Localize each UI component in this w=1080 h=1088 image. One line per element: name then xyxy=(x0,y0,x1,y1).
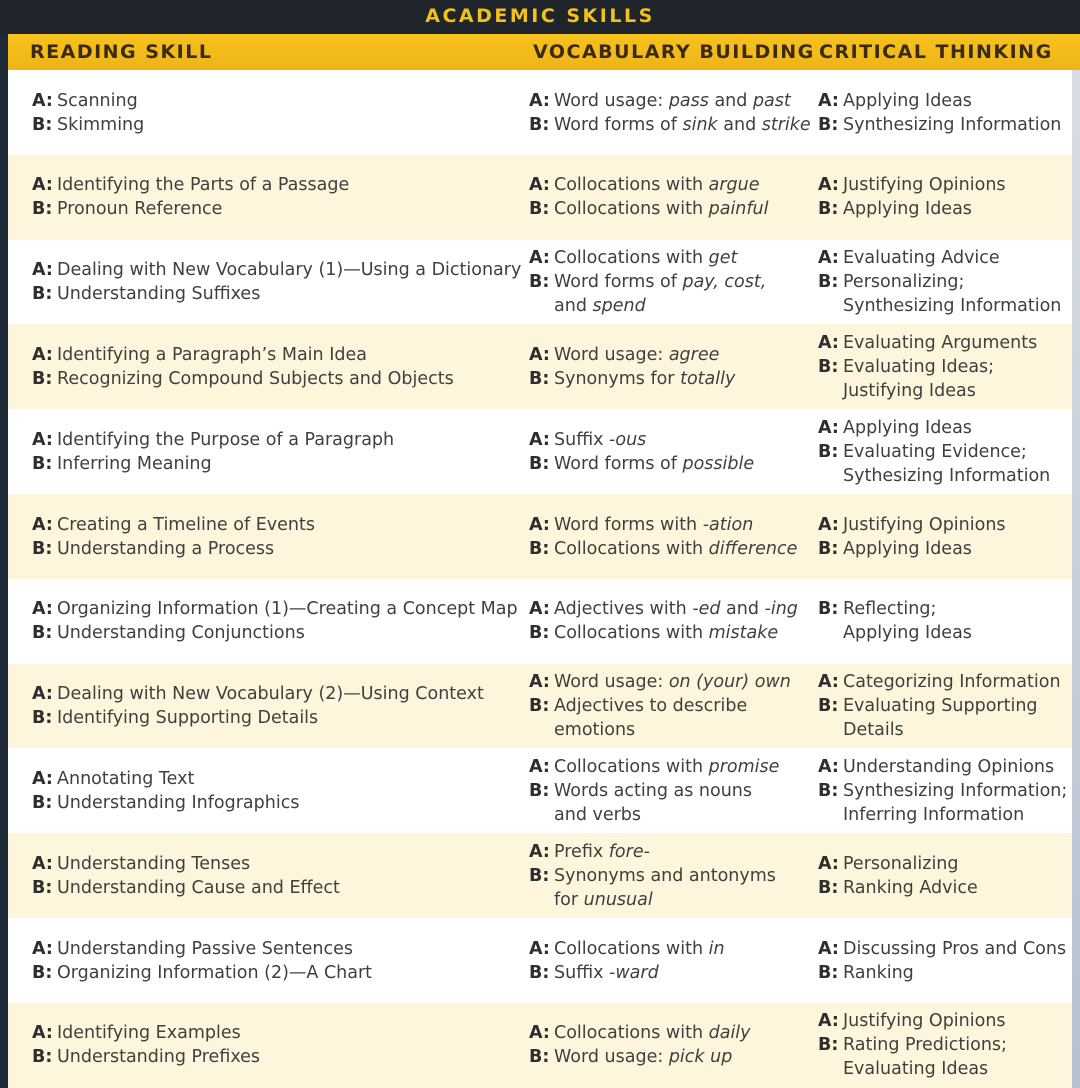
cell-reading xyxy=(32,1003,522,1088)
skill-text: Word forms of pay, cost, xyxy=(554,272,767,293)
item-letter: B: xyxy=(818,114,839,135)
skill-line xyxy=(32,513,522,537)
skill-text: Identifying Examples xyxy=(57,1023,241,1044)
item-letter: B: xyxy=(32,1047,53,1068)
skill-line xyxy=(818,1033,1068,1057)
skill-text: Synonyms for totally xyxy=(554,368,736,389)
skill-text: Evaluating Evidence; xyxy=(843,441,1027,462)
cell-vocab xyxy=(529,664,814,749)
item-letter: A: xyxy=(818,332,839,353)
skill-text: Word forms with -ation xyxy=(554,514,754,535)
item-letter: B: xyxy=(32,453,53,474)
skill-text: Dealing with New Vocabulary (1)—Using a Dictionary xyxy=(57,260,522,281)
skill-text: Organizing Information (1)—Creating a Concept Map xyxy=(57,599,518,620)
table-row xyxy=(8,324,1072,409)
skill-text: Scanning xyxy=(57,90,138,111)
item-letter: A: xyxy=(818,938,839,959)
skill-line xyxy=(529,173,814,197)
skill-line xyxy=(32,621,522,645)
table-row xyxy=(8,833,1072,918)
skill-text: Ranking xyxy=(843,962,914,983)
cell-critical xyxy=(818,240,1068,325)
table-row xyxy=(8,748,1072,833)
item-letter: A: xyxy=(32,684,53,705)
skill-text: Discussing Pros and Cons xyxy=(843,938,1067,959)
table-row xyxy=(8,240,1072,325)
skill-text: Creating a Timeline of Events xyxy=(57,514,315,535)
item-letter: A: xyxy=(32,514,53,535)
table-row xyxy=(8,664,1072,749)
skill-text: Details xyxy=(843,720,904,741)
skill-text: Evaluating Ideas xyxy=(843,1059,989,1080)
item-letter: B: xyxy=(529,696,550,717)
skill-line xyxy=(529,537,814,561)
skill-text: for unusual xyxy=(554,889,653,910)
item-letter: B: xyxy=(529,962,550,983)
section-banner xyxy=(0,0,1080,34)
skill-text: Recognizing Compound Subjects and Objects xyxy=(57,368,454,389)
skill-line xyxy=(818,173,1068,197)
skill-text: Word usage: on (your) own xyxy=(554,672,791,693)
skill-line xyxy=(818,779,1068,803)
cell-critical xyxy=(818,748,1068,833)
skill-line xyxy=(32,791,522,815)
column-header-reading-skill: READING SKILL xyxy=(30,41,213,63)
skill-text: Prefix fore- xyxy=(554,841,650,862)
cell-reading xyxy=(32,155,522,240)
skill-text: Collocations with mistake xyxy=(554,623,779,644)
skill-text: Reflecting; xyxy=(843,599,937,620)
skill-text: Understanding Infographics xyxy=(57,792,300,813)
skill-line xyxy=(529,428,814,452)
skill-text: Collocations with difference xyxy=(554,538,798,559)
skill-text: emotions xyxy=(554,720,636,741)
cell-reading xyxy=(32,748,522,833)
skill-line xyxy=(529,1021,814,1045)
item-letter: A: xyxy=(529,514,550,535)
skill-line xyxy=(818,197,1068,221)
section-title: ACADEMIC SKILLS xyxy=(425,5,655,27)
skill-line xyxy=(818,440,1068,464)
skill-text: Identifying the Parts of a Passage xyxy=(57,175,350,196)
item-letter: A: xyxy=(32,260,53,281)
skill-line xyxy=(32,89,522,113)
skill-line xyxy=(529,343,814,367)
skill-line xyxy=(32,961,522,985)
skill-text: Personalizing xyxy=(843,853,959,874)
item-letter: A: xyxy=(818,672,839,693)
cell-vocab xyxy=(529,409,814,494)
skill-line xyxy=(32,852,522,876)
skill-text: Identifying the Purpose of a Paragraph xyxy=(57,429,395,450)
skill-text: Justifying Opinions xyxy=(843,1011,1006,1032)
item-letter: A: xyxy=(529,841,550,862)
skill-text: Organizing Information (2)—A Chart xyxy=(57,962,373,983)
skill-line xyxy=(818,416,1068,440)
skill-line xyxy=(818,803,1068,827)
item-letter: A: xyxy=(32,853,53,874)
skill-text: and verbs xyxy=(554,804,642,825)
item-letter: B: xyxy=(529,865,550,886)
item-letter: A: xyxy=(818,756,839,777)
skill-text: Rating Predictions; xyxy=(843,1035,1007,1056)
skill-line xyxy=(529,779,814,803)
cell-reading xyxy=(32,324,522,409)
skill-text: Synthesizing Information xyxy=(843,114,1062,135)
cell-vocab xyxy=(529,70,814,155)
skill-text: Inferring Information xyxy=(843,804,1025,825)
skill-text: Understanding a Process xyxy=(57,538,275,559)
column-header-bar xyxy=(8,34,1080,70)
skill-text: Ranking Advice xyxy=(843,877,978,898)
skill-line xyxy=(32,1045,522,1069)
skill-line xyxy=(818,621,1068,645)
item-letter: B: xyxy=(32,199,53,220)
item-letter: B: xyxy=(32,877,53,898)
item-letter: B: xyxy=(32,538,53,559)
column-header-critical-thinking: CRITICAL THINKING xyxy=(819,41,1053,63)
skill-line xyxy=(529,694,814,718)
skill-text: Understanding Tenses xyxy=(57,853,251,874)
table-row xyxy=(8,155,1072,240)
skill-text: Understanding Cause and Effect xyxy=(57,877,340,898)
cell-reading xyxy=(32,833,522,918)
item-letter: B: xyxy=(32,284,53,305)
cell-reading xyxy=(32,240,522,325)
item-letter: B: xyxy=(529,1047,550,1068)
table-row xyxy=(8,918,1072,1003)
skill-line xyxy=(818,961,1068,985)
cell-critical xyxy=(818,324,1068,409)
cell-vocab xyxy=(529,240,814,325)
skill-line xyxy=(529,270,814,294)
skill-line xyxy=(529,197,814,221)
item-letter: B: xyxy=(818,780,839,801)
item-letter: A: xyxy=(32,938,53,959)
skill-text: Collocations with in xyxy=(554,938,725,959)
skill-text: Word usage: agree xyxy=(554,344,720,365)
item-letter: A: xyxy=(32,175,53,196)
skill-text: Categorizing Information xyxy=(843,672,1061,693)
skill-line xyxy=(818,270,1068,294)
item-letter: B: xyxy=(529,623,550,644)
skill-line xyxy=(32,197,522,221)
skill-line xyxy=(529,961,814,985)
item-letter: A: xyxy=(32,599,53,620)
item-letter: B: xyxy=(818,877,839,898)
item-letter: A: xyxy=(818,514,839,535)
skill-line xyxy=(529,888,814,912)
skill-line xyxy=(32,113,522,137)
skill-text: Identifying a Paragraph’s Main Idea xyxy=(57,344,367,365)
skill-text: Synonyms and antonyms xyxy=(554,865,776,886)
skill-line xyxy=(529,755,814,779)
skill-line xyxy=(32,258,522,282)
skill-text: Collocations with promise xyxy=(554,756,780,777)
skill-text: Words acting as nouns xyxy=(554,780,752,801)
skill-line xyxy=(818,464,1068,488)
item-letter: B: xyxy=(32,368,53,389)
item-letter: A: xyxy=(529,429,550,450)
item-letter: A: xyxy=(818,175,839,196)
cell-reading xyxy=(32,918,522,1003)
skill-text: Applying Ideas xyxy=(843,90,972,111)
item-letter: A: xyxy=(818,853,839,874)
cell-critical xyxy=(818,1003,1068,1088)
item-letter: B: xyxy=(529,453,550,474)
item-letter: B: xyxy=(818,599,839,620)
skill-line xyxy=(32,537,522,561)
skill-text: Evaluating Arguments xyxy=(843,332,1038,353)
skill-text: Understanding Passive Sentences xyxy=(57,938,353,959)
skill-text: Understanding Opinions xyxy=(843,756,1055,777)
skill-text: and spend xyxy=(554,296,646,317)
skill-line xyxy=(818,597,1068,621)
skill-line xyxy=(818,1009,1068,1033)
item-letter: B: xyxy=(32,708,53,729)
item-letter: B: xyxy=(818,696,839,717)
skill-text: Dealing with New Vocabulary (2)—Using Context xyxy=(57,684,484,705)
skill-line xyxy=(529,294,814,318)
skill-line xyxy=(529,113,814,137)
skill-text: Understanding Conjunctions xyxy=(57,623,305,644)
item-letter: A: xyxy=(32,90,53,111)
skill-text: Understanding Prefixes xyxy=(57,1047,261,1068)
item-letter: B: xyxy=(32,962,53,983)
skill-line xyxy=(818,379,1068,403)
cell-critical xyxy=(818,155,1068,240)
item-letter: A: xyxy=(529,248,550,269)
skill-line xyxy=(32,282,522,306)
skill-line xyxy=(818,113,1068,137)
item-letter: A: xyxy=(818,1011,839,1032)
skill-line xyxy=(529,246,814,270)
skill-text: Applying Ideas xyxy=(843,623,972,644)
skill-text: Inferring Meaning xyxy=(57,453,212,474)
skill-line xyxy=(529,864,814,888)
item-letter: B: xyxy=(529,272,550,293)
skill-text: Understanding Suffixes xyxy=(57,284,261,305)
item-letter: A: xyxy=(529,599,550,620)
skill-line xyxy=(529,803,814,827)
cell-vocab xyxy=(529,748,814,833)
table-row xyxy=(8,494,1072,579)
item-letter: A: xyxy=(818,417,839,438)
cell-reading xyxy=(32,409,522,494)
skill-text: Evaluating Supporting xyxy=(843,696,1038,717)
item-letter: B: xyxy=(818,441,839,462)
cell-reading xyxy=(32,494,522,579)
skill-line xyxy=(32,682,522,706)
item-letter: B: xyxy=(818,962,839,983)
item-letter: B: xyxy=(32,114,53,135)
cell-reading xyxy=(32,664,522,749)
skill-text: Word forms of sink and strike xyxy=(554,114,811,135)
skill-line xyxy=(32,452,522,476)
skill-line xyxy=(32,767,522,791)
page-edge xyxy=(1072,70,1080,1088)
item-letter: B: xyxy=(818,199,839,220)
skill-text: Word forms of possible xyxy=(554,453,755,474)
skill-line xyxy=(32,1021,522,1045)
cell-vocab xyxy=(529,155,814,240)
table-row xyxy=(8,1003,1072,1088)
cell-reading xyxy=(32,70,522,155)
table-row xyxy=(8,70,1072,155)
skill-line xyxy=(818,355,1068,379)
cell-vocab xyxy=(529,324,814,409)
item-letter: B: xyxy=(529,368,550,389)
cell-critical xyxy=(818,70,1068,155)
item-letter: A: xyxy=(32,768,53,789)
skill-line xyxy=(818,876,1068,900)
cell-critical xyxy=(818,833,1068,918)
item-letter: A: xyxy=(32,344,53,365)
item-letter: B: xyxy=(818,356,839,377)
item-letter: A: xyxy=(529,1023,550,1044)
skill-text: Synthesizing Information xyxy=(843,296,1062,317)
cell-critical xyxy=(818,494,1068,579)
item-letter: B: xyxy=(32,623,53,644)
skill-text: Word usage: pick up xyxy=(554,1047,733,1068)
item-letter: B: xyxy=(529,538,550,559)
skill-line xyxy=(529,937,814,961)
skill-line xyxy=(32,876,522,900)
skill-line xyxy=(818,852,1068,876)
skill-line xyxy=(818,1057,1068,1081)
column-header-vocabulary-building: VOCABULARY BUILDING xyxy=(533,41,815,63)
table-row xyxy=(8,409,1072,494)
item-letter: A: xyxy=(818,90,839,111)
skill-text: Word usage: pass and past xyxy=(554,90,791,111)
skill-line xyxy=(529,840,814,864)
cell-critical xyxy=(818,664,1068,749)
skill-line xyxy=(529,621,814,645)
skill-text: Applying Ideas xyxy=(843,417,972,438)
skill-line xyxy=(32,173,522,197)
cell-vocab xyxy=(529,833,814,918)
skill-text: Adjectives with -ed and -ing xyxy=(554,599,798,620)
skill-text: Suffix -ward xyxy=(554,962,659,983)
skill-line xyxy=(818,513,1068,537)
skill-text: Suffix -ous xyxy=(554,429,647,450)
item-letter: B: xyxy=(818,272,839,293)
skill-text: Justifying Opinions xyxy=(843,514,1006,535)
skill-text: Evaluating Advice xyxy=(843,248,1000,269)
skill-text: Justifying Opinions xyxy=(843,175,1006,196)
skill-text: Collocations with daily xyxy=(554,1023,751,1044)
item-letter: A: xyxy=(818,248,839,269)
skill-line xyxy=(529,1045,814,1069)
skill-text: Applying Ideas xyxy=(843,199,972,220)
table-row xyxy=(8,579,1072,664)
skill-text: Collocations with argue xyxy=(554,175,760,196)
skill-line xyxy=(529,670,814,694)
skill-line xyxy=(818,670,1068,694)
cell-critical xyxy=(818,918,1068,1003)
item-letter: B: xyxy=(529,199,550,220)
item-letter: B: xyxy=(529,780,550,801)
skill-text: Sythesizing Information xyxy=(843,465,1051,486)
skill-line xyxy=(529,367,814,391)
skill-text: Annotating Text xyxy=(57,768,195,789)
item-letter: B: xyxy=(32,792,53,813)
skill-text: Identifying Supporting Details xyxy=(57,708,319,729)
cell-vocab xyxy=(529,494,814,579)
skill-line xyxy=(32,706,522,730)
skill-line xyxy=(529,452,814,476)
skill-text: Applying Ideas xyxy=(843,538,972,559)
item-letter: A: xyxy=(529,90,550,111)
skill-text: Justifying Ideas xyxy=(843,380,976,401)
cell-vocab xyxy=(529,579,814,664)
skill-line xyxy=(32,597,522,621)
skill-text: Adjectives to describe xyxy=(554,696,748,717)
skill-line xyxy=(529,718,814,742)
item-letter: A: xyxy=(529,344,550,365)
item-letter: A: xyxy=(32,1023,53,1044)
skill-line xyxy=(32,937,522,961)
cell-vocab xyxy=(529,1003,814,1088)
skill-line xyxy=(32,367,522,391)
item-letter: A: xyxy=(529,938,550,959)
item-letter: B: xyxy=(818,538,839,559)
cell-vocab xyxy=(529,918,814,1003)
skill-text: Skimming xyxy=(57,114,145,135)
skill-line xyxy=(818,331,1068,355)
item-letter: B: xyxy=(818,1035,839,1056)
skill-line xyxy=(818,537,1068,561)
skill-line xyxy=(529,597,814,621)
skill-text: Collocations with painful xyxy=(554,199,769,220)
skill-line xyxy=(818,294,1068,318)
skill-line xyxy=(818,718,1068,742)
skill-text: Collocations with get xyxy=(554,248,738,269)
cell-reading xyxy=(32,579,522,664)
skill-line xyxy=(32,343,522,367)
skill-text: Pronoun Reference xyxy=(57,199,223,220)
skill-text: Synthesizing Information; xyxy=(843,780,1068,801)
skill-line xyxy=(529,89,814,113)
item-letter: A: xyxy=(529,672,550,693)
item-letter: A: xyxy=(529,756,550,777)
skill-text: Evaluating Ideas; xyxy=(843,356,995,377)
skill-text: Personalizing; xyxy=(843,272,965,293)
skill-line xyxy=(818,89,1068,113)
item-letter: B: xyxy=(529,114,550,135)
skill-line xyxy=(818,937,1068,961)
skill-line xyxy=(32,428,522,452)
skill-line xyxy=(818,755,1068,779)
item-letter: A: xyxy=(32,429,53,450)
skills-table xyxy=(8,70,1072,1088)
item-letter: A: xyxy=(529,175,550,196)
skill-line xyxy=(818,246,1068,270)
skill-line xyxy=(818,694,1068,718)
skill-line xyxy=(529,513,814,537)
cell-critical xyxy=(818,579,1068,664)
cell-critical xyxy=(818,409,1068,494)
